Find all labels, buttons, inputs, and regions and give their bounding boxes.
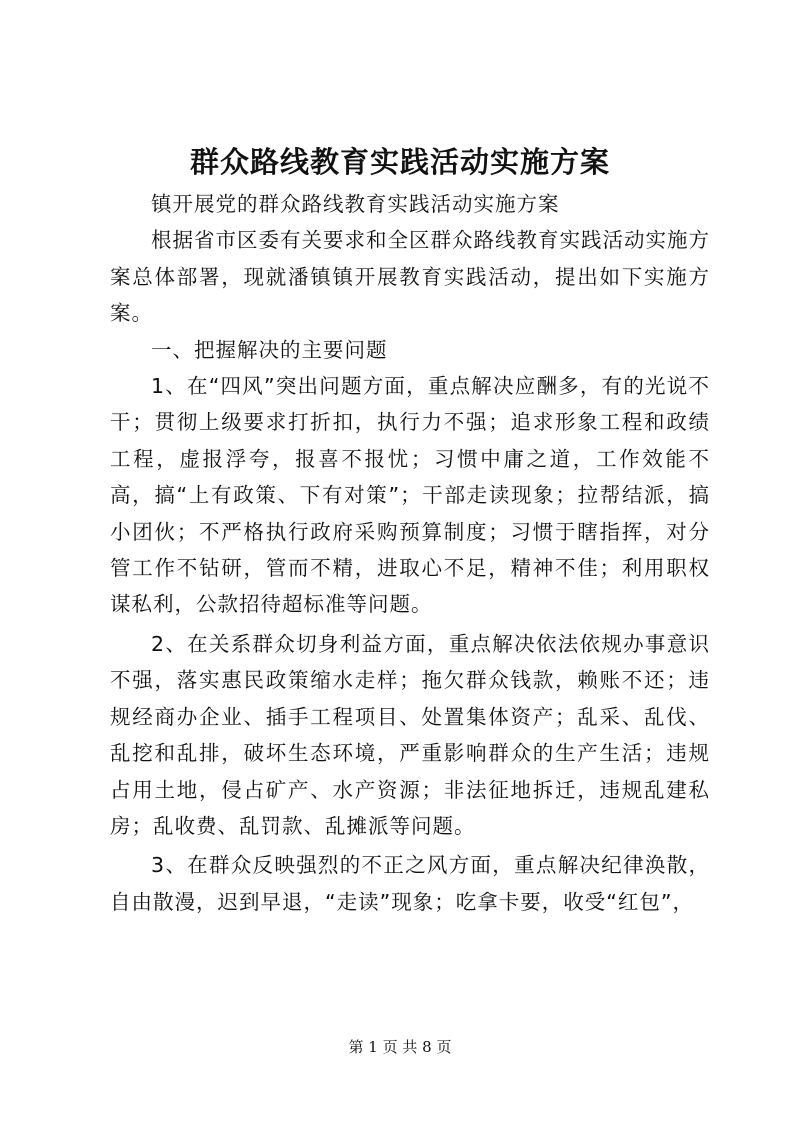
paragraph-item-1: 1、在“四风”突出问题方面，重点解决应酬多，有的光说不干；贯彻上级要求打折扣，执行力不强；追求形象工程和政绩工程，虚报浮夸，报喜不报忧；习惯中庸之道，工作效能不高，搞“上有政策、下有对策”；干部走读现象；拉帮结派，搞小团伙；不严格执行政府采购预算制度；习惯于瞎指挥，对分管工作不钻研，管而不精，进取心不足，精神不佳；利用职权谋私利，公款招待超标准等问题。 bbox=[110, 374, 710, 617]
document-title: 群众路线教育实践活动实施方案 bbox=[189, 145, 610, 179]
section-heading-1: 一、把握解决的主要问题 bbox=[151, 337, 388, 362]
paragraph-subtitle: 镇开展党的群众路线教育实践活动实施方案 bbox=[151, 192, 560, 216]
paragraph-item-2: 2、在关系群众切身利益方面，重点解决依法依规办事意识不强，落实惠民政策缩水走样；拖欠群众钱款，赖账不还；违规经商办企业、插手工程项目、处置集体资产；乱采、乱伐、乱挖和乱排，破坏生态环境，严重影响群众的生产生活；违规占用土地，侵占矿产、水产资源；非法征地拆迁，违规乱建私房；乱收费、乱罚款、乱摊派等问题。 bbox=[110, 631, 710, 838]
paragraph-intro: 根据省市区委有关要求和全区群众路线教育实践活动实施方案总体部署，现就潘镇镇开展教育实践活动，提出如下实施方案。 bbox=[110, 228, 710, 326]
document-body bbox=[110, 186, 710, 920]
page-number-footer: 第 1 页 共 8 页 bbox=[348, 1038, 452, 1056]
paragraph-item-3: 3、在群众反映强烈的不正之风方面，重点解决纪律涣散，自由散漫，迟到早退，“走读”现象；吃拿卡要，收受“红包”， bbox=[110, 853, 710, 914]
